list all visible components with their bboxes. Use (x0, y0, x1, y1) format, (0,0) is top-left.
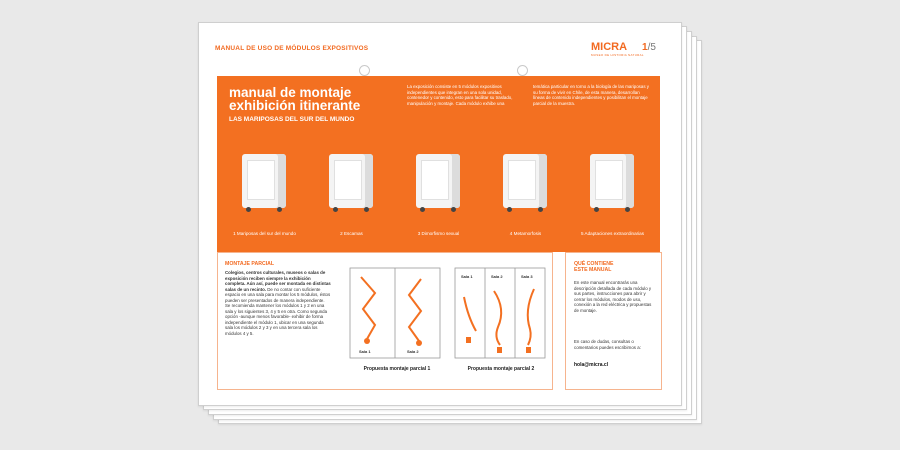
wheel-icon (277, 207, 282, 212)
diagram-partial-1 (349, 267, 441, 359)
room-label: Sala 2 (491, 274, 503, 279)
wheel-icon (594, 207, 599, 212)
module-layout-path (528, 289, 534, 345)
diagram-partial-2 (454, 267, 546, 359)
module-cabinet-image (242, 154, 286, 208)
module-layout-path (464, 297, 476, 331)
module-1 (222, 148, 307, 248)
module-cabinet-image (329, 154, 373, 208)
wheel-icon (507, 207, 512, 212)
binder-hole-left (359, 65, 370, 76)
module-marker (497, 347, 502, 353)
module-marker (416, 340, 422, 346)
intro-column-1: La exposición consiste en 5 módulos expositivos independientes que integran en una sola unidad, contenedor y contenido, esto para facilitar su traslado, manipulación y montaje. Cada módulo exhibe una (407, 84, 513, 106)
page-number (642, 42, 656, 53)
banner-title (229, 86, 360, 112)
partial-assembly-title: MONTAJE PARCIAL (225, 261, 275, 267)
module-label: 4 Metamorfosis (509, 231, 542, 236)
cabinet-panel (247, 160, 275, 200)
modules-row (217, 148, 660, 248)
contents-title-line1: QUÉ CONTIENE (574, 261, 614, 267)
logo-text: MICRA (591, 41, 628, 53)
room-label: Sala 1 (359, 349, 371, 354)
wheel-icon (538, 207, 543, 212)
page-total: /5 (647, 42, 656, 53)
module-cabinet-image (590, 154, 634, 208)
wheel-icon (333, 207, 338, 212)
module-layout-path (494, 291, 501, 345)
module-marker (364, 338, 370, 344)
micra-logo (591, 41, 644, 57)
manual-title: MANUAL DE USO DE MÓDULOS EXPOSITIVOS (215, 45, 369, 52)
wheel-icon (420, 207, 425, 212)
module-layout-path (361, 277, 375, 339)
room-label: Sala 3 (521, 274, 533, 279)
partial-assembly-lead: Colegios, centros culturales, museos o salas de exposición reciben siempre la exhibición completa. Aún así, puede ser montada en distintas salas de un recinto. (225, 270, 331, 292)
module-marker (526, 347, 531, 353)
module-marker (466, 337, 471, 343)
binder-hole-right (517, 65, 528, 76)
cabinet-panel (508, 160, 536, 200)
module-2 (309, 148, 394, 248)
cabinet-panel (595, 160, 623, 200)
wheel-icon (364, 207, 369, 212)
logo-subtext: MUSEO DE HISTORIA NATURAL (591, 53, 644, 57)
module-label: 3 Dimorfismo sexual (417, 231, 460, 236)
cabinet-panel (334, 160, 362, 200)
wheel-icon (625, 207, 630, 212)
diagram-caption: Propuesta montaje parcial 2 (467, 366, 535, 372)
partial-assembly-body: De no contar con suficiente espacio en una sala para montar los 5 módulos, éstos pueden ser presentados de manera independiente. Se recomienda mantener los módulos 1 y 2 en una sala y los siguientes 3, 4 y 5 en otra. Como segunda opción -aunque menos favorable- exhibir de forma independiente el módulo 1, ubicar en una segunda sala los módulos 2 y 3 y en una tercera sala los módulos 4 y 5. (225, 286, 331, 336)
module-5 (570, 148, 655, 248)
module-3 (396, 148, 481, 248)
partial-assembly-text (225, 270, 331, 336)
banner-title-line1: manual de montaje (229, 85, 352, 100)
module-4 (483, 148, 568, 248)
contact-email[interactable]: hola@micra.cl (574, 362, 609, 368)
module-label: 2 Escamas (340, 231, 363, 236)
module-cabinet-image (416, 154, 460, 208)
page-current: 1 (642, 42, 648, 53)
room-label: Sala 2 (407, 349, 419, 354)
diagram-caption: Propuesta montaje parcial 1 (363, 366, 431, 372)
contents-description: En este manual encontrarás una descripción detallada de cada módulo y sus partes, instrucciones para abrir y cerrar los módulos, modos de uso, conexión a la red eléctrica y propuestas de montaje. (574, 280, 652, 313)
module-label: 1 Mariposas del sur del mundo (233, 231, 296, 236)
banner-subtitle: LAS MARIPOSAS DEL SUR DEL MUNDO (229, 116, 355, 123)
banner-title-line2: exhibición itinerante (229, 98, 361, 113)
module-layout-path (409, 279, 421, 341)
contents-title (574, 261, 614, 273)
room-label: Sala 1 (461, 274, 473, 279)
cabinet-panel (421, 160, 449, 200)
contents-title-line2: ESTE MANUAL (574, 267, 612, 273)
contents-contact-text: En caso de dudas, consultas o comentarios puedes escribirnos a: (574, 339, 641, 350)
manual-page-1 (198, 22, 682, 406)
intro-column-2: temática particular en torno a la biología de las mariposas y su forma de vivir en Chile, de esta manera, desarrollan líneas de contenido independientes y posibilitan el montaje parcial de la muestra. (533, 84, 649, 106)
title-banner (217, 76, 660, 252)
module-cabinet-image (503, 154, 547, 208)
wheel-icon (451, 207, 456, 212)
module-label: 5 Adaptaciones extraordinarias (580, 231, 645, 236)
wheel-icon (246, 207, 251, 212)
